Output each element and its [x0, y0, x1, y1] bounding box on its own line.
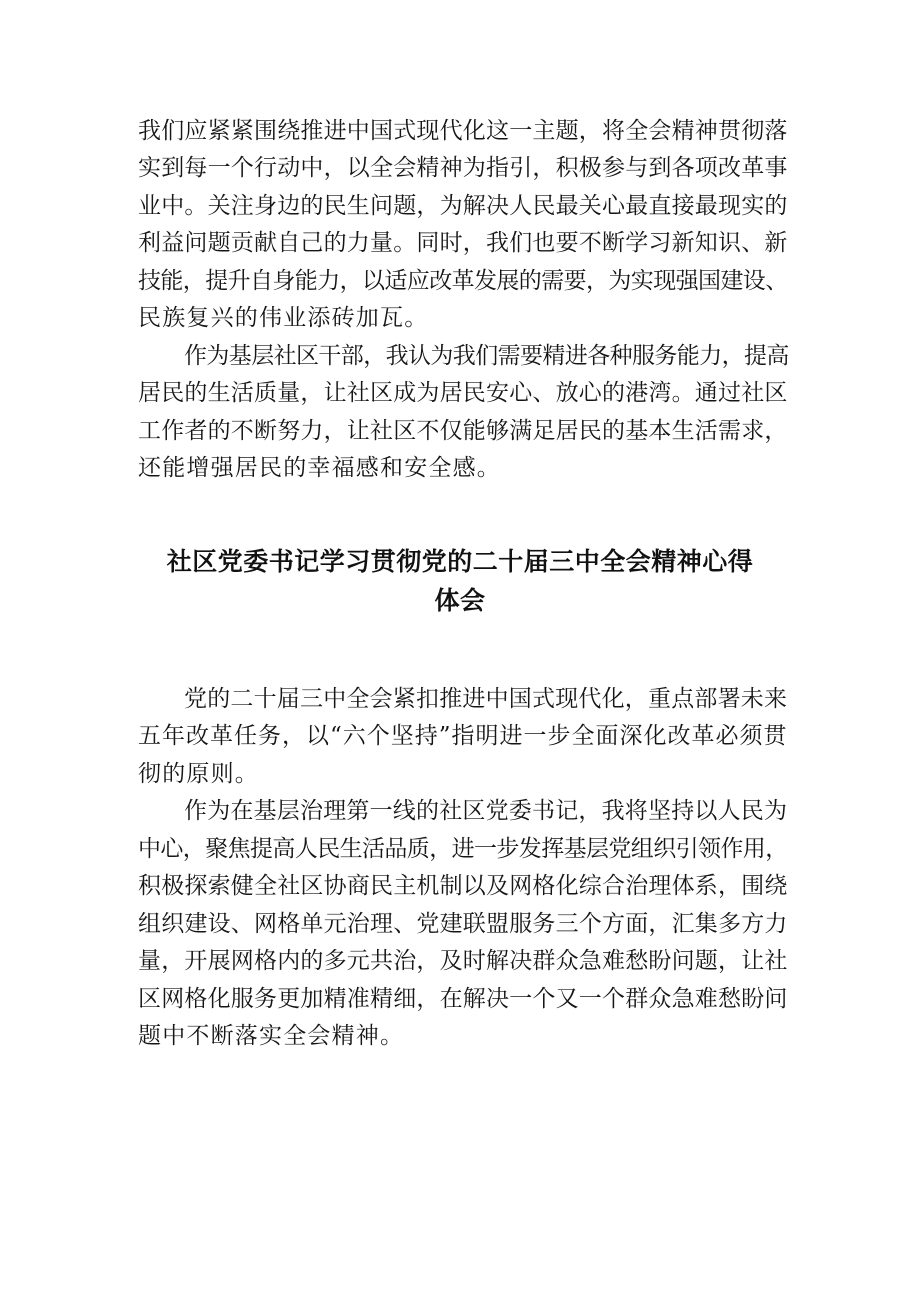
body-text-line: 区网格化服务更加精准精细，在解决一个又一个群众急难愁盼问 [138, 986, 788, 1012]
body-text-line: 五年改革任务，以“六个坚持”指明进一步全面深化改革必须贯 [138, 723, 788, 749]
body-text-line: 工作者的不断努力，让社区不仅能够满足居民的基本生活需求， [138, 418, 788, 444]
body-text-line: 组织建设、网格单元治理、党建联盟服务三个方面，汇集多方力 [138, 911, 788, 937]
body-text-line: 还能增强居民的幸福感和安全感。 [138, 455, 501, 481]
body-text-line: 积极探索健全社区协商民主机制以及网格化综合治理体系，围绕 [138, 873, 788, 899]
body-text-line: 民族复兴的伟业添砖加瓦。 [138, 305, 429, 331]
body-text-line: 党的二十届三中全会紧扣推进中国式现代化，重点部署未来 [184, 686, 788, 712]
body-text-line: 我们应紧紧围绕推进中国式现代化这一主题，将全会精神贯彻落 [138, 118, 788, 144]
section-title: 社区党委书记学习贯彻党的二十届三中全会精神心得 [166, 547, 754, 576]
body-text-line: 居民的生活质量，让社区成为居民安心、放心的港湾。通过社区 [138, 380, 788, 406]
body-text-line: 技能，提升自身能力，以适应改革发展的需要，为实现强国建设、 [138, 268, 788, 294]
body-text-line: 中心，聚焦提高人民生活品质，进一步发挥基层党组织引领作用， [138, 836, 788, 862]
body-text-line: 量，开展网格内的多元共治，及时解决群众急难愁盼问题，让社 [138, 948, 788, 974]
section-title: 体会 [434, 586, 486, 615]
body-text-line: 利益问题贡献自己的力量。同时，我们也要不断学习新知识、新 [138, 230, 788, 256]
body-text-line: 业中。关注身边的民生问题，为解决人民最关心最直接最现实的 [138, 193, 788, 219]
body-text-line: 实到每一个行动中，以全会精神为指引，积极参与到各项改革事 [138, 155, 788, 181]
body-text-line: 作为基层社区干部，我认为我们需要精进各种服务能力，提高 [184, 343, 789, 369]
body-text-line: 作为在基层治理第一线的社区党委书记，我将坚持以人民为 [184, 798, 788, 824]
body-text-line: 彻的原则。 [138, 761, 259, 787]
body-text-line: 题中不断落实全会精神。 [138, 1023, 405, 1049]
